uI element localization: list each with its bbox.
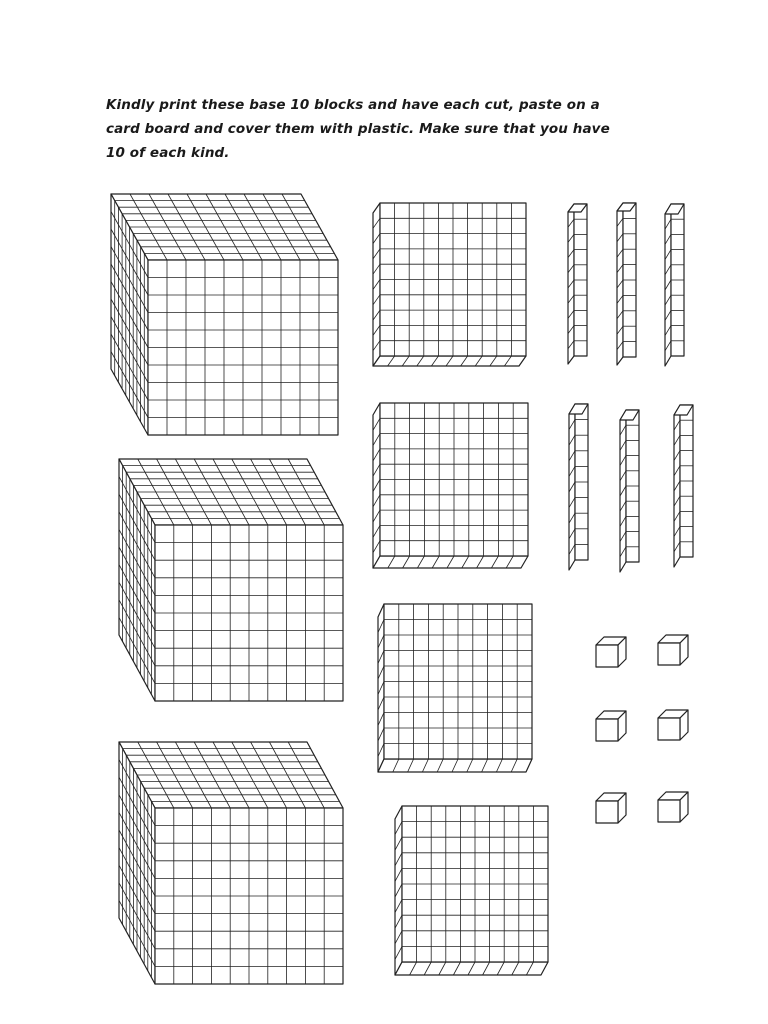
ten-rod [674, 405, 693, 567]
hundred-flat [373, 203, 526, 366]
instruction-line-2: card board and cover them with plastic. Make sure that you have [106, 121, 610, 137]
ten-rod [665, 204, 684, 366]
ten-rod [617, 203, 636, 365]
unit-cube [596, 793, 626, 823]
unit-cube [596, 637, 626, 667]
hundred-flat [373, 403, 528, 568]
ten-rod [620, 410, 639, 572]
unit-cube [658, 792, 688, 822]
thousand-cube [111, 194, 338, 435]
ten-rod [569, 404, 588, 570]
thousand-cube [119, 742, 343, 984]
hundred-flat [378, 604, 532, 772]
unit-cube [658, 635, 688, 665]
instruction-line-1: Kindly print these base 10 blocks and have each cut, paste on a [106, 97, 600, 113]
unit-cube [658, 710, 688, 740]
instruction-line-3: 10 of each kind. [106, 145, 230, 161]
ten-rod [568, 204, 587, 364]
hundred-flat [395, 806, 548, 975]
unit-cube [596, 711, 626, 741]
thousand-cube [119, 459, 343, 701]
